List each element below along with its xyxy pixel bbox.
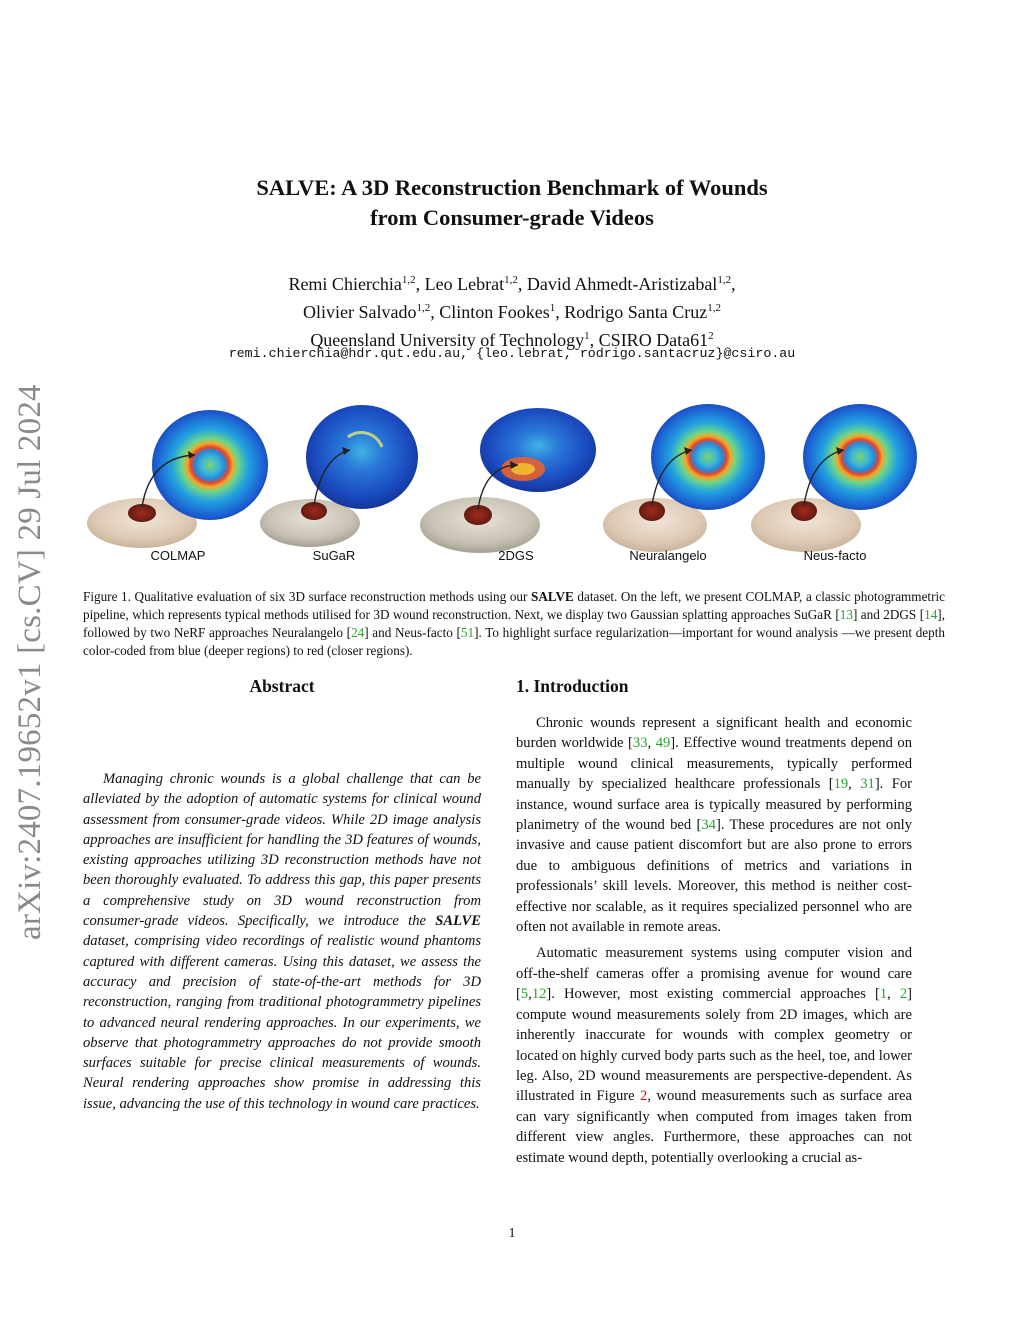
panel-colmap	[87, 410, 268, 548]
introduction-column	[516, 676, 912, 1168]
abstract-text-part: Managing chronic wounds is a global challenge that can be alleviated by the adoption of automatic systems for clinical wound assessment from consumer-grade videos. While 2D image analysis approaches are insufficient for handling the 3D features of wounds, existing approaches utilizing 3D reconstruction methods have not been thoroughly evaluated. To address this gap, this paper presents a comprehensive study on 3D wound reconstruction from consumer-grade videos. Specifically, we introduce the	[83, 771, 481, 930]
caption-text: dataset. On the left, we present COLMAP, a classic photogrammetric pipeline, which represents typical methods utilised for 3D wound reconstruction. Next, we display two Gaussian splatting approaches SuGaR [	[83, 589, 945, 622]
institution-line: Queensland University of Technology$^1$, CSIRO $Data61^2$	[310, 330, 714, 350]
paragraph-text: Chronic wounds represent a significant health and economic burden worldwide [	[516, 715, 912, 752]
abstract-heading: Abstract	[249, 676, 315, 696]
author-name: Leo Lebrat	[424, 274, 505, 294]
citation-link[interactable]: 33	[632, 735, 648, 752]
citation-link[interactable]: 19	[833, 776, 849, 793]
caption-text: ] and Neus-facto [	[364, 625, 461, 640]
institution-name: CSIRO Data61	[598, 330, 709, 350]
paragraph-text: ]. Effective wound treatments depend on multiple wound clinical measurements, typically performed manually by specialized healthcare professionals [	[516, 735, 912, 793]
abstract-text	[83, 769, 481, 1114]
author-affiliation: 1,2	[504, 274, 518, 286]
author-block	[0, 268, 1024, 352]
citation-link[interactable]: 2	[899, 986, 908, 1003]
caption-text: ] and 2DGS [	[852, 607, 925, 622]
institution-name: Queensland University of Technology	[310, 330, 585, 350]
caption-text: ]. To highlight surface regularization—important for wound analysis —we present depth color-coded from blue (deeper regions) to red (closer regions).	[83, 625, 945, 658]
author-name: David Ahmedt-Aristizabal	[526, 274, 718, 294]
author-name: Rodrigo Santa Cruz	[564, 302, 708, 322]
method-label-neuralangelo: Neuralangelo	[629, 548, 707, 563]
abstract-dataset-name: SALVE	[435, 913, 481, 930]
citation-link[interactable]: 49	[655, 735, 671, 752]
author-affiliation: 1,2	[717, 274, 732, 286]
author-name: Clinton Fookes	[439, 302, 550, 322]
arxiv-identifier: arXiv:2407.19652v1 [cs.CV] 29 Jul 2024	[12, 384, 48, 940]
citation-link[interactable]: 14	[924, 607, 938, 622]
paragraph-text: ]. For instance, wound surface area is typically measured by performing planimetry of the wound bed [	[516, 776, 912, 834]
paragraph-text: Automatic measurement systems using computer vision and off-the-shelf cameras offer a promising avenue for wound care [	[516, 945, 912, 1003]
figure-caption	[83, 588, 945, 660]
figure-1	[80, 395, 944, 580]
method-label-neus-facto: Neus-facto	[803, 548, 867, 563]
author-line-1: Remi Chierchia$^{1,2}$, Leo Lebrat$^{1,2}$, David Ahmedt-Aristizabal$^{1,2}$,	[288, 274, 736, 294]
paragraph-text: ] compute wound measurements solely from 2D images, which are inherently inaccurate for wounds with complex geometry or located on highly curved body parts such as the heel, toe, and lower leg. Also, 2D wound measurements are perspective-dependent. As illustrated in Figure	[516, 986, 913, 1105]
panel-2dgs	[420, 408, 596, 553]
panel-neuralangelo	[603, 404, 765, 552]
introduction-heading: 1. Introduction	[516, 676, 629, 696]
citation-link[interactable]: 13	[839, 607, 853, 622]
panel-neus-facto	[751, 404, 917, 552]
author-affiliation: 1	[549, 302, 556, 314]
abstract-text-part: dataset, comprising video recordings of realistic wound phantoms captured with different cameras. Using this dataset, we assess the accuracy and precision of state-of-the-art methods for 3D reconstruction, ranging from traditional photogrammetry pipelines to advanced neural rendering approaches. In our experiments, we observe that photogrammetry approaches do not provide smooth surfaces suitable for precise clinical measurements of wounds. Neural rendering approaches show promise in addressing this issue, advancing the use of this technology in wound care practices.	[83, 933, 481, 1112]
method-label-2dgs: 2DGS	[498, 548, 534, 563]
author-name: Remi Chierchia	[288, 274, 402, 294]
caption-text: ], followed by two NeRF approaches Neuralangelo [	[83, 607, 945, 640]
author-affiliation: 1,2	[416, 302, 431, 314]
paragraph-text: ,	[887, 986, 900, 1003]
citation-link[interactable]: 51	[460, 625, 475, 640]
caption-dataset-name: SALVE	[531, 589, 574, 604]
caption-text: Figure 1. Qualitative evaluation of six 3D surface reconstruction methods using our	[83, 589, 532, 604]
paragraph-text: ,	[848, 776, 861, 793]
paragraph-text: ]. However, most existing commercial approaches [	[546, 986, 880, 1003]
citation-link[interactable]: 12	[531, 986, 547, 1003]
institution-number: 1	[584, 330, 590, 342]
title-line-2: from Consumer-grade Videos	[370, 205, 654, 230]
author-line-2: Olivier Salvado$^{1,2}$, Clinton Fookes$^1$, Rodrigo Santa Cruz$^{1,2}$	[303, 302, 721, 322]
method-label-sugar: SuGaR	[312, 548, 356, 563]
author-affiliation: 1,2	[401, 274, 416, 286]
citation-link[interactable]: 24	[351, 625, 365, 640]
paragraph-text: , wound measurements such as surface area can vary significantly when computed from images taken from different view angles. Furthermore, these approaches can not estimate wound depth, potentially overlooking a crucial as-	[516, 1088, 912, 1166]
paragraph-text: ,	[528, 986, 532, 1003]
method-label-colmap: COLMAP	[150, 548, 206, 563]
abstract-column	[83, 676, 481, 1114]
paper-title	[0, 173, 1024, 233]
paragraph-text: ,	[647, 735, 656, 752]
title-line-1: SALVE: A 3D Reconstruction Benchmark of Wounds	[256, 175, 768, 200]
citation-link[interactable]: 1	[879, 986, 888, 1003]
citation-link[interactable]: 5	[520, 986, 529, 1003]
page-number: 1	[508, 1226, 516, 1241]
author-name: Olivier Salvado	[303, 302, 417, 322]
citation-link[interactable]: 34	[701, 817, 716, 834]
panel-sugar	[260, 405, 418, 547]
intro-paragraph-1	[516, 713, 912, 937]
institution-number: 2	[708, 330, 714, 342]
author-affiliation: 1,2	[707, 302, 721, 314]
citation-link[interactable]: 31	[860, 776, 875, 793]
author-emails: remi.chierchia@hdr.qut.edu.au, {leo.lebrat, rodrigo.santacruz}@csiro.au	[228, 346, 796, 361]
figure-reference-link[interactable]: 2	[640, 1088, 648, 1105]
paragraph-text: ]. These procedures are not only invasive and cause patient discomfort but are also prone to errors due to ambiguous definitions of metrics and variations in professionals’ skill levels. Moreover, this method is neither cost-effective nor scalable, as it requires specialized personnel who are often not available in remote areas.	[516, 817, 912, 936]
intro-paragraph-2	[516, 943, 912, 1167]
